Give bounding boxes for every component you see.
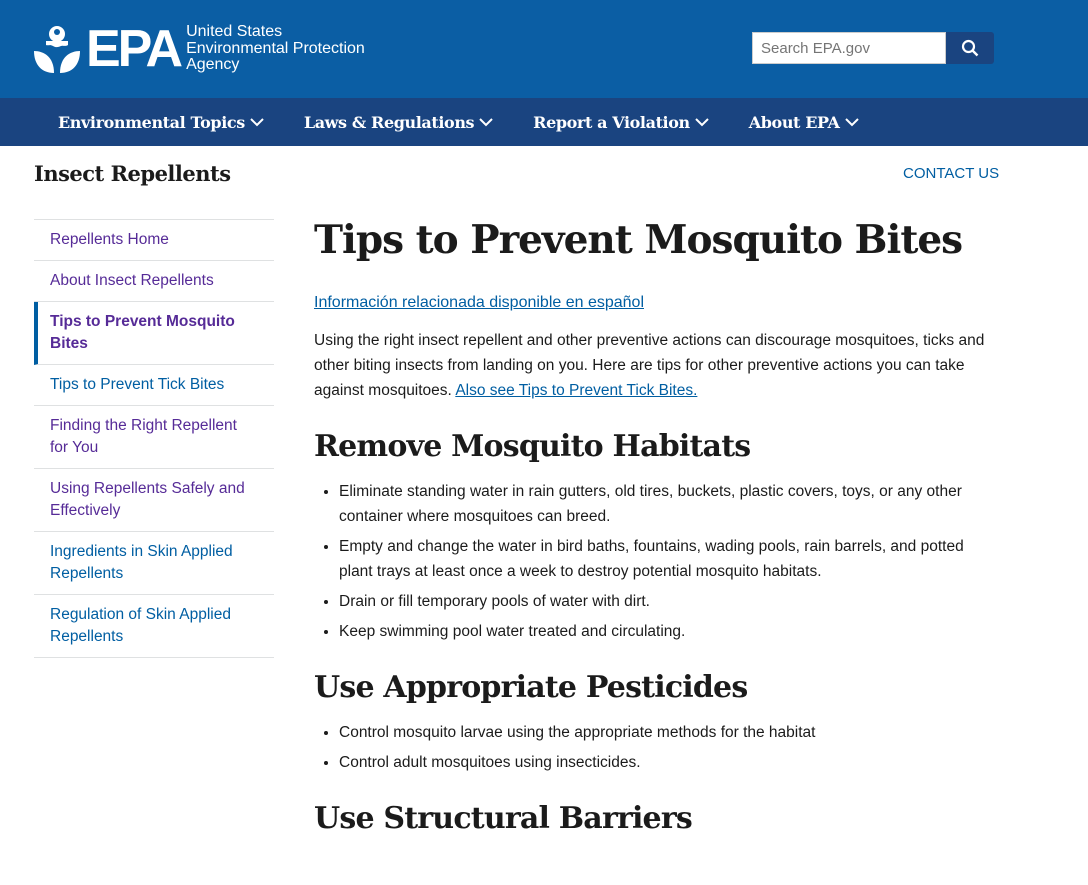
habitats-list <box>314 479 994 644</box>
sidebar-item-regulation[interactable]: Regulation of Skin Applied Repellents <box>34 595 274 658</box>
sidebar-item-about[interactable]: About Insect Repellents <box>34 261 274 302</box>
list-item: • Keep swimming pool water treated and circulating. <box>339 619 994 644</box>
main-nav <box>0 98 1088 146</box>
intro-text: Using the right insect repellent and other preventive actions can discourage mosquitoes, ticks and other biting insects from landing on you. Here are tips for other preventive actions you can take against mosquitoes. <box>314 332 985 399</box>
nav-label: Report a Violation <box>533 112 690 132</box>
sidebar-item-using-safely[interactable]: Using Repellents Safely and Effectively <box>34 469 274 532</box>
list-item: • Control adult mosquitoes using insecticides. <box>339 750 994 775</box>
search-input[interactable] <box>752 32 946 64</box>
contact-us-link[interactable]: CONTACT US <box>903 165 1000 182</box>
sidebar-item-mosquito-bites[interactable]: Tips to Prevent Mosquito Bites <box>34 302 274 365</box>
sidebar-item-tick-bites[interactable]: Tips to Prevent Tick Bites <box>34 365 274 406</box>
search-form <box>752 32 994 64</box>
section-heading: Use Appropriate Pesticides <box>314 670 748 705</box>
spanish-link[interactable]: Información relacionada disponible en español <box>314 294 644 311</box>
section-title: Insect Repellents <box>34 161 231 186</box>
nav-label: Laws & Regulations <box>303 112 475 132</box>
nav-report-violation[interactable] <box>533 113 709 132</box>
section-heading: Use Structural Barriers <box>314 801 692 836</box>
chevron-down-icon <box>845 118 859 127</box>
nav-environmental-topics[interactable] <box>58 113 264 132</box>
list-item: • Eliminate standing water in rain gutters, old tires, buckets, plastic covers, toys, or any other container where mosquitoes can breed. <box>339 479 994 529</box>
sidebar-nav <box>34 219 274 658</box>
epa-seal-icon <box>34 25 80 73</box>
sidebar-item-repellents-home[interactable]: Repellents Home <box>34 220 274 261</box>
nav-laws-regulations[interactable] <box>304 113 493 132</box>
site-header <box>0 0 1088 98</box>
chevron-down-icon <box>479 118 493 127</box>
search-icon <box>961 39 979 57</box>
list-item: • Drain or fill temporary pools of water with dirt. <box>339 589 994 614</box>
nav-label: Environmental Topics <box>58 112 245 132</box>
sidebar-item-finding-repellent[interactable]: Finding the Right Repellent for You <box>34 406 274 469</box>
nav-label: About EPA <box>748 112 840 132</box>
page-title: Tips to Prevent Mosquito Bites <box>314 217 963 263</box>
main-content <box>314 214 994 851</box>
agency-line: United States <box>186 23 283 40</box>
list-item: • Empty and change the water in bird baths, fountains, wading pools, rain barrels, and potted plant trays at least once a week to destroy potential mosquito habitats. <box>339 534 994 584</box>
sidebar-item-ingredients[interactable]: Ingredients in Skin Applied Repellents <box>34 532 274 595</box>
search-button[interactable] <box>946 32 994 64</box>
agency-line: Environmental Protection <box>186 39 365 57</box>
epa-logo[interactable] <box>34 19 365 78</box>
list-item: • Control mosquito larvae using the appropriate methods for the habitat <box>339 720 994 745</box>
agency-name <box>186 24 365 74</box>
intro-paragraph <box>314 328 994 403</box>
logo-text: EPA <box>86 19 181 78</box>
pesticides-list <box>314 720 994 775</box>
chevron-down-icon <box>250 118 264 127</box>
section-heading: Remove Mosquito Habitats <box>314 429 751 464</box>
tick-bites-link[interactable]: Also see Tips to Prevent Tick Bites. <box>455 382 698 399</box>
chevron-down-icon <box>695 118 709 127</box>
nav-about-epa[interactable] <box>749 113 859 132</box>
agency-line: Agency <box>186 56 240 73</box>
